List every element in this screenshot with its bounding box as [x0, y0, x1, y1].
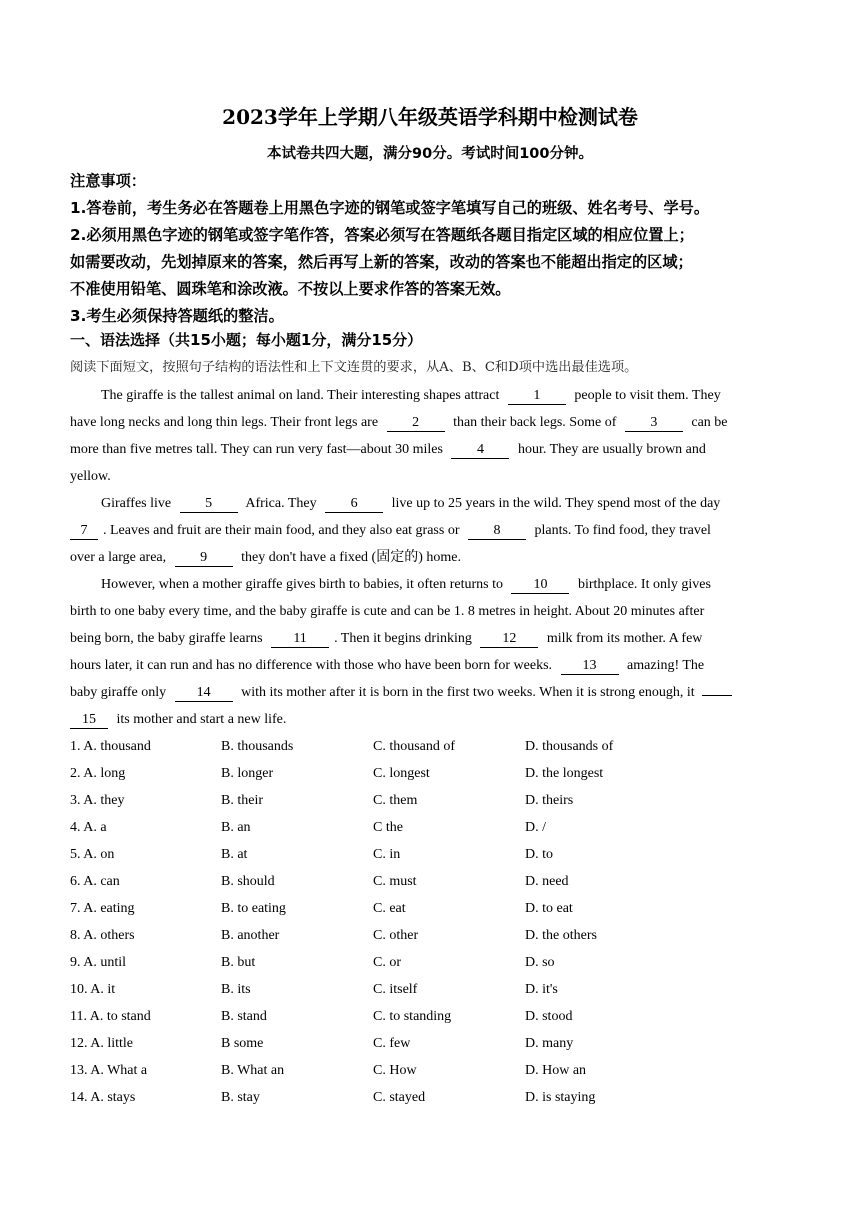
option-c[interactable]: C. in — [373, 847, 401, 862]
option-c[interactable]: C. must — [373, 874, 417, 889]
blank-5[interactable]: 5 — [180, 495, 238, 513]
passage-text: people to visit them. They — [574, 388, 721, 403]
option-c[interactable]: C. or — [373, 955, 401, 970]
option-a[interactable]: 8. A. others — [70, 928, 135, 943]
passage-text: birthplace. It only gives — [577, 577, 711, 592]
option-b[interactable]: B. thousands — [221, 739, 294, 754]
notice-line: 如需要改动，先划掉原来的答案，然后再写上新的答案，改动的答案也不能超出指定的区域； — [70, 253, 693, 271]
option-row — [70, 817, 770, 839]
passage-line — [70, 709, 790, 731]
passage-text: over a large area, — [70, 550, 167, 565]
passage-text: they don't have a fixed (固定的) home. — [241, 550, 461, 565]
option-b[interactable]: B some — [221, 1036, 264, 1051]
notice-line: 1.答卷前，考生务必在答题卷上用黑色字迹的钢笔或签字笔填写自己的班级、姓名考号、学号。 — [70, 199, 710, 217]
option-c[interactable]: C. them — [373, 793, 418, 808]
option-d[interactable]: D. is staying — [525, 1090, 596, 1105]
passage-line — [70, 493, 821, 515]
blank-3[interactable]: 3 — [625, 414, 683, 432]
passage-text: plants. To find food, they travel — [534, 523, 711, 538]
passage-text: can be — [691, 415, 728, 430]
passage-line — [70, 682, 790, 704]
option-c[interactable]: C. itself — [373, 982, 418, 997]
option-d[interactable]: D. the others — [525, 928, 597, 943]
option-c[interactable]: C. other — [373, 928, 419, 943]
option-b[interactable]: B. another — [221, 928, 280, 943]
passage-line: birth to one baby every time, and the baby giraffe is cute and can be 1. 8 metres in height. About 20 minutes after — [70, 604, 705, 619]
option-row — [70, 1060, 770, 1082]
passage-line — [70, 628, 790, 650]
passage-line — [70, 547, 790, 569]
option-a[interactable]: 3. A. they — [70, 793, 125, 808]
notice-heading: 注意事项： — [70, 172, 146, 190]
option-b[interactable]: B. but — [221, 955, 256, 970]
passage-text: have long necks and long thin legs. Their front legs are — [70, 415, 379, 430]
option-d[interactable]: D. need — [525, 874, 569, 889]
passage-text: with its mother after it is born in the first two weeks. When it is strong enough, it — [241, 685, 695, 700]
option-a[interactable]: 11. A. to stand — [70, 1009, 151, 1024]
option-c[interactable]: C. How — [373, 1063, 417, 1078]
option-d[interactable]: D. / — [525, 820, 546, 835]
option-row — [70, 790, 770, 812]
passage-line — [70, 520, 790, 542]
passage-text: being born, the baby giraffe learns — [70, 631, 263, 646]
passage-text: baby giraffe only — [70, 685, 167, 700]
option-c[interactable]: C. few — [373, 1036, 411, 1051]
option-b[interactable]: B. an — [221, 820, 251, 835]
blank-13[interactable]: 13 — [561, 657, 619, 675]
option-a[interactable]: 9. A. until — [70, 955, 127, 970]
option-row — [70, 925, 770, 947]
option-d[interactable]: D. to eat — [525, 901, 573, 916]
option-b[interactable]: B. What an — [221, 1063, 285, 1078]
option-b[interactable]: B. its — [221, 982, 251, 997]
option-row — [70, 844, 770, 866]
option-row — [70, 979, 770, 1001]
passage-text: milk from its mother. A few — [546, 631, 703, 646]
option-a[interactable]: 12. A. little — [70, 1036, 133, 1051]
blank-2[interactable]: 2 — [387, 414, 445, 432]
passage-text: . Leaves and fruit are their main food, and they also eat grass or — [103, 523, 460, 538]
option-d[interactable]: D. so — [525, 955, 555, 970]
passage-line — [70, 655, 790, 677]
passage-text: However, when a mother giraffe gives birth to babies, it often returns to — [101, 577, 503, 592]
option-a[interactable]: 7. A. eating — [70, 901, 135, 916]
option-row — [70, 898, 770, 920]
passage-text: hours later, it can run and has no difference with those who have been born for weeks. — [70, 658, 553, 673]
passage-text: . Then it begins drinking — [334, 631, 472, 646]
option-b[interactable]: B. longer — [221, 766, 274, 781]
passage-line — [70, 439, 790, 461]
blank-6[interactable]: 6 — [325, 495, 383, 513]
option-c[interactable]: C. longest — [373, 766, 430, 781]
passage-line — [70, 385, 821, 407]
blank-12[interactable]: 12 — [480, 630, 538, 648]
option-d[interactable]: D. thousands of — [525, 739, 614, 754]
passage-text: hour. They are usually brown and — [517, 442, 706, 457]
notice-line: 2.必须用黑色字迹的钢笔或签字笔作答，答案必须写在答题纸各题目指定区域的相应位置上； — [70, 226, 694, 244]
blank-15[interactable]: 15 — [70, 711, 108, 729]
passage-text: more than five metres tall. They can run very fast—about 30 miles — [70, 442, 443, 457]
option-b[interactable]: B. stand — [221, 1009, 267, 1024]
option-a[interactable]: 6. A. can — [70, 874, 120, 889]
option-b[interactable]: B. stay — [221, 1090, 260, 1105]
option-d[interactable]: D. many — [525, 1036, 574, 1051]
notice-line: 3.考生必须保持答题纸的整洁。 — [70, 307, 284, 325]
option-a[interactable]: 1. A. thousand — [70, 739, 151, 754]
blank-11[interactable]: 11 — [271, 630, 329, 648]
notice-line: 不准使用铅笔、圆珠笔和涂改液。不按以上要求作答的答案无效。 — [70, 280, 511, 298]
blank-14[interactable]: 14 — [175, 684, 233, 702]
blank-7[interactable]: 7 — [70, 522, 98, 540]
passage-text: live up to 25 years in the wild. They spend most of the day — [391, 496, 721, 511]
option-b[interactable]: B. to eating — [221, 901, 286, 916]
exam-subtitle: 本试卷共四大题，满分90分。考试时间100分钟。 — [267, 146, 593, 162]
passage-text: Africa. They — [245, 496, 317, 511]
option-c[interactable]: C. eat — [373, 901, 406, 916]
blank-8[interactable]: 8 — [468, 522, 526, 540]
option-c[interactable]: C the — [373, 820, 403, 835]
option-a[interactable]: 14. A. stays — [70, 1090, 136, 1105]
passage-text: amazing! The — [627, 658, 705, 673]
option-row — [70, 1033, 770, 1055]
passage-line — [70, 412, 790, 434]
option-d[interactable]: D. theirs — [525, 793, 574, 808]
option-row — [70, 952, 770, 974]
blank-10[interactable]: 10 — [511, 576, 569, 594]
passage-line: yellow. — [70, 469, 111, 484]
blank-9[interactable]: 9 — [175, 549, 233, 567]
blank-15-start — [702, 695, 732, 696]
option-c[interactable]: C. to standing — [373, 1009, 452, 1024]
option-a[interactable]: 4. A. a — [70, 820, 107, 835]
passage-text: its mother and start a new life. — [116, 712, 287, 727]
option-d[interactable]: D. stood — [525, 1009, 573, 1024]
option-row — [70, 871, 770, 893]
option-a[interactable]: 5. A. on — [70, 847, 115, 862]
option-d[interactable]: D. to — [525, 847, 553, 862]
option-b[interactable]: B. their — [221, 793, 263, 808]
passage-text: The giraffe is the tallest animal on land. Their interesting shapes attract — [101, 388, 500, 403]
passage-line — [70, 574, 821, 596]
option-row — [70, 763, 770, 785]
passage-text: Giraffes live — [101, 496, 172, 511]
option-c[interactable]: C. thousand of — [373, 739, 456, 754]
option-b[interactable]: B. at — [221, 847, 248, 862]
option-row — [70, 1087, 770, 1109]
option-d[interactable]: D. How an — [525, 1063, 587, 1078]
passage-text: than their back legs. Some of — [453, 415, 617, 430]
option-b[interactable]: B. should — [221, 874, 275, 889]
option-row — [70, 736, 770, 758]
page-title: 2023学年上学期八年级英语学科期中检测试卷 — [222, 105, 638, 129]
option-d[interactable]: D. it's — [525, 982, 558, 997]
option-d[interactable]: D. the longest — [525, 766, 604, 781]
blank-1[interactable]: 1 — [508, 387, 566, 405]
option-a[interactable]: 2. A. long — [70, 766, 126, 781]
option-a[interactable]: 13. A. What a — [70, 1063, 148, 1078]
blank-4[interactable]: 4 — [451, 441, 509, 459]
option-a[interactable]: 10. A. it — [70, 982, 116, 997]
section-heading: 一、语法选择（共15小题；每小题1分，满分15分） — [70, 331, 423, 349]
option-row — [70, 1006, 770, 1028]
section-instruction: 阅读下面短文，按照句子结构的语法性和上下文连贯的要求，从A、B、C和D项中选出最佳选项。 — [70, 360, 638, 375]
option-c[interactable]: C. stayed — [373, 1090, 426, 1105]
